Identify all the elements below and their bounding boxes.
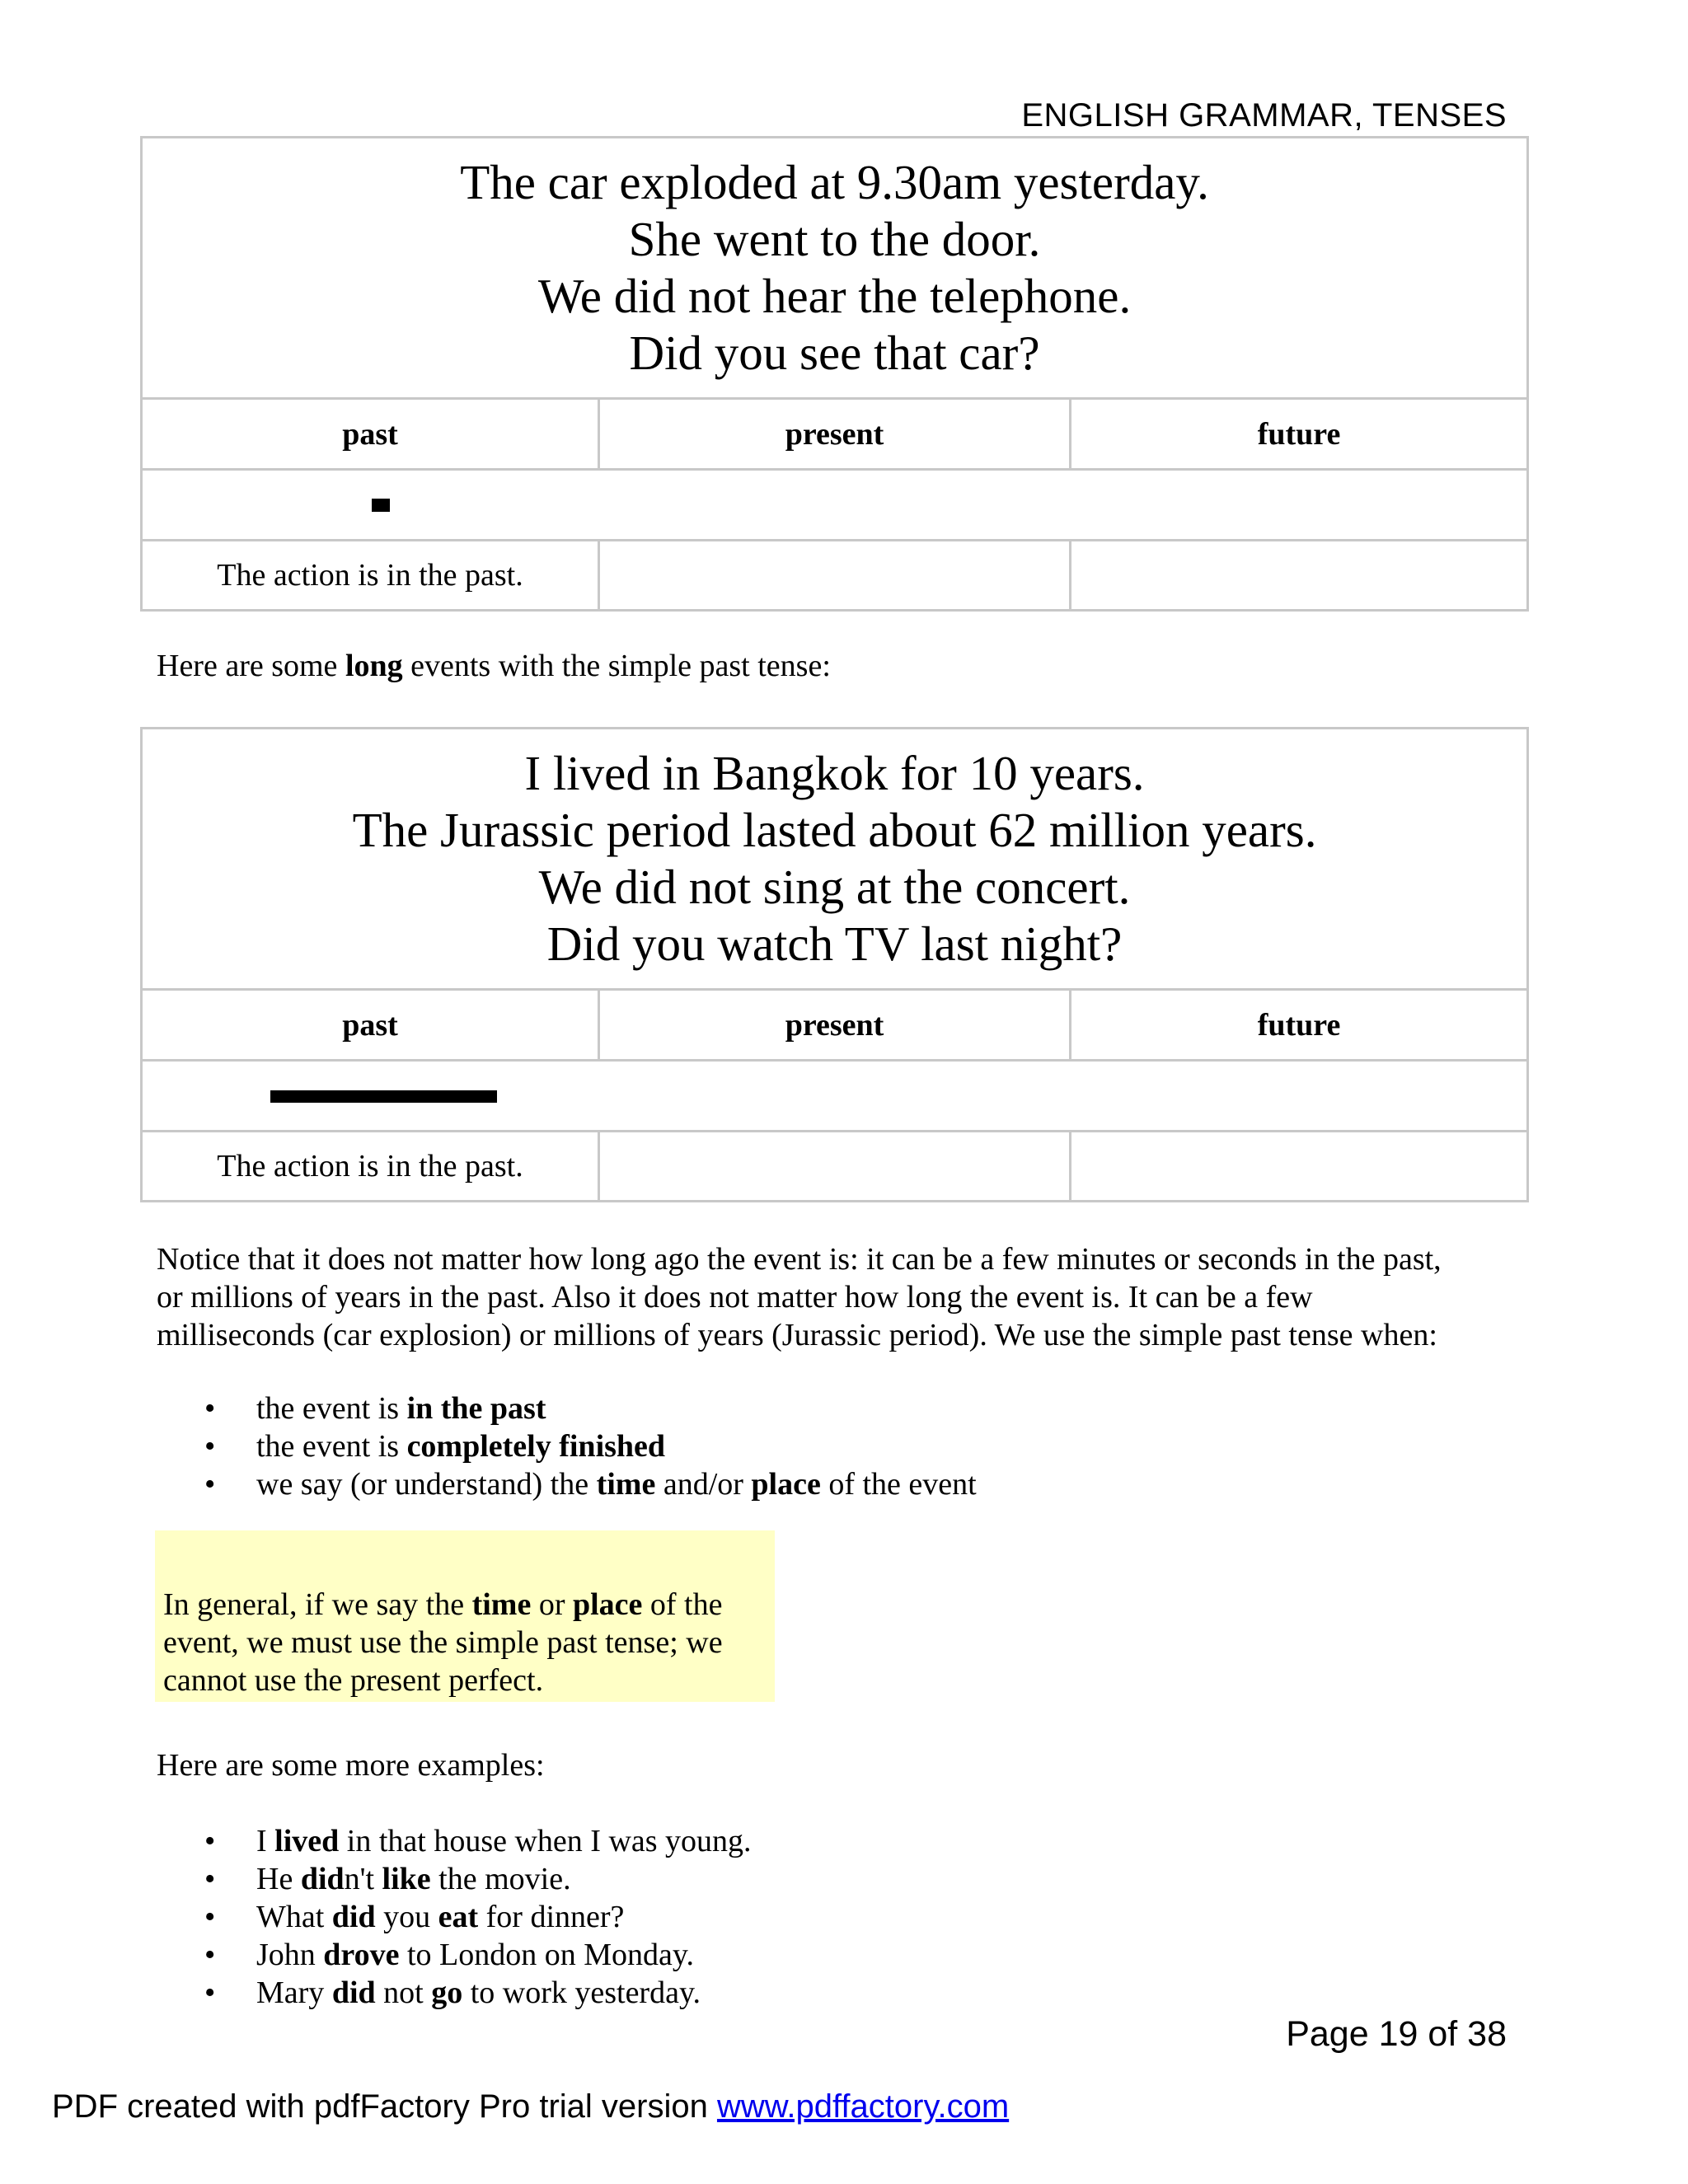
example-sentence: Did you see that car?	[629, 326, 1040, 380]
list-item: • Mary did not go to work yesterday.	[204, 1975, 701, 2010]
highlight-note-box: In general, if we say the time or place of the event, we must use the simple past tense; we cannot use the present perfect.	[155, 1530, 775, 1702]
example-sentence: The Jurassic period lasted about 62 million years.	[352, 803, 1317, 857]
list-item: • the event is in the past	[204, 1391, 546, 1426]
conditions-list	[159, 1390, 1395, 1503]
pdf-footer	[52, 2088, 1009, 2125]
timeline-row	[142, 1061, 1528, 1132]
list-item: • John drove to London on Monday.	[204, 1938, 694, 1972]
page-number: Page 19 of 38	[1286, 2014, 1507, 2054]
example-sentence: Did you watch TV last night?	[546, 916, 1123, 971]
example-sentence: We did not sing at the concert.	[538, 860, 1131, 914]
footer-text: PDF created with pdfFactory Pro trial version	[52, 2088, 717, 2125]
long-events-intro: Here are some long events with the simple past tense:	[157, 649, 831, 683]
page-header-title: ENGLISH GRAMMAR, TENSES	[1021, 97, 1507, 134]
column-header-future: future	[1071, 399, 1528, 470]
list-item: • He didn't like the movie.	[204, 1862, 571, 1896]
column-header-present: present	[599, 399, 1071, 470]
list-item: • I lived in that house when I was young.	[204, 1824, 752, 1858]
example-sentence: The car exploded at 9.30am yesterday.	[460, 155, 1209, 209]
list-item: • we say (or understand) the time and/or place of the event	[204, 1467, 977, 1502]
example-table-short-events	[140, 136, 1529, 612]
list-item: • What did you eat for dinner?	[204, 1900, 625, 1934]
empty-cell	[1071, 541, 1528, 611]
timeline-row	[142, 470, 1528, 541]
column-header-present: present	[599, 990, 1071, 1061]
example-sentence: She went to the door.	[628, 212, 1041, 266]
column-header-future: future	[1071, 990, 1528, 1061]
example-sentence: I lived in Bangkok for 10 years.	[524, 746, 1145, 800]
empty-cell	[599, 541, 1071, 611]
action-description: The action is in the past.	[142, 541, 599, 611]
pdffactory-link[interactable]: www.pdffactory.com	[716, 2088, 1010, 2125]
examples-list	[159, 1822, 1395, 2012]
column-header-past: past	[142, 990, 599, 1061]
example-sentence: We did not hear the telephone.	[537, 269, 1132, 323]
notice-paragraph: Notice that it does not matter how long ago the event is: it can be a few minutes or seconds in the past, or millions of years in the past. Also it does not matter how long the event is. It can be a few milliseconds (car explosion) or millions of years (Jurassic period). We use the simple past tense when:	[157, 1242, 1442, 1352]
example-sentences-cell	[142, 138, 1528, 399]
timeline-duration-bar	[270, 1090, 497, 1103]
action-description: The action is in the past.	[142, 1132, 599, 1202]
list-item: • the event is completely finished	[204, 1429, 666, 1464]
timeline-point-marker	[372, 499, 390, 512]
more-examples-intro: Here are some more examples:	[157, 1748, 545, 1783]
column-header-past: past	[142, 399, 599, 470]
empty-cell	[599, 1132, 1071, 1202]
example-sentences-cell	[142, 729, 1528, 990]
empty-cell	[1071, 1132, 1528, 1202]
example-table-long-events	[140, 727, 1529, 1202]
